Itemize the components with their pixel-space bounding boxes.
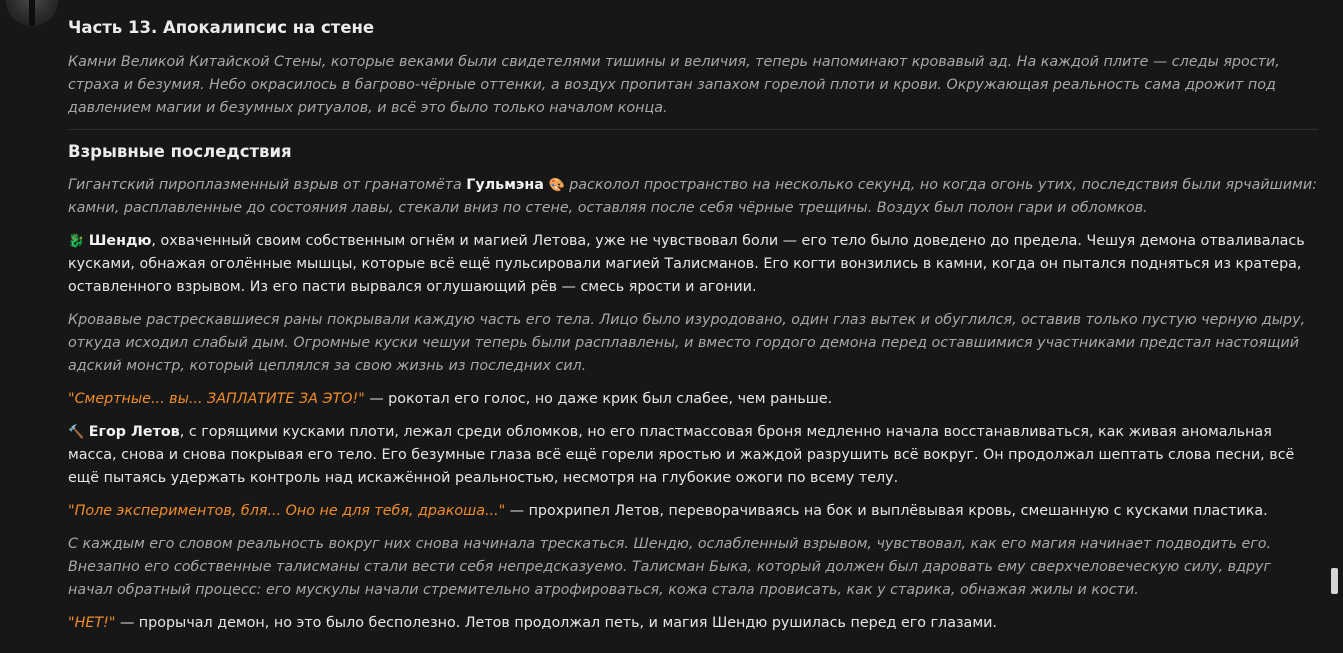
paragraph-letov-quote [68, 500, 1318, 523]
subsection-title: Взрывные последствия [68, 142, 292, 161]
section-title: Часть 13. Апокалипсис на стене [68, 18, 375, 37]
quote-text: "Смертные... вы... ЗАПЛАТИТЕ ЗА ЭТО!" [68, 391, 365, 407]
quote-text: "Поле экспериментов, бля... Оно не для тебя, дракоша..." [68, 503, 506, 519]
hammer-icon: 🔨 [68, 425, 85, 440]
paragraph-text: — прохрипел Летов, переворачиваясь на бок и выплёвывая кровь, смешанную с кусками пластика. [505, 503, 1268, 519]
scrollbar-thumb[interactable] [1331, 568, 1338, 594]
palette-icon: 🎨 [548, 178, 565, 193]
paragraph-text: расколол пространство на несколько секунд, но когда огонь утих, последствия были ярчайшими: камни, расплавленные до состояния лавы, стекали вниз по стене, оставляя после себя чёрные трещины. Воздух был полон гари и обломков. [68, 177, 1317, 216]
intro-paragraph: Камни Великой Китайской Стены, которые веками были свидетелями тишины и величия, теперь напоминают кровавый ад. На каждой плите — следы ярости, страха и безумия. Небо окрасилось в багрово-чёрные оттенки, а воздух пропитан запахом горелой плоти и крови. Окружающая реальность сама дрожит под давлением магии и безумных ритуалов, и всё это было только началом конца. [68, 54, 1280, 116]
paragraph-text: , охваченный своим собственным огнём и магией Летова, уже не чувствовал боли — его тело было доведено до предела. Чешуя демона отваливалась кусками, обнажая оголённые мышцы, которые всё ещё пульсировали магией Талисманов. Его когти вонзились в камни, когда он пытался подняться из кратера, оставленного взрывом. Из его пасти вырвался оглушающий рёв — смесь ярости и агонии. [68, 233, 1305, 295]
avatar-stripe [29, 0, 35, 26]
character-name-shendu: Шендю [88, 233, 152, 249]
dragon-icon: 🐉 [68, 234, 85, 249]
paragraph-text: — прорычал демон, но это было бесполезно. Летов продолжал петь, и магия Шендю рушилась перед его глазами. [115, 615, 997, 631]
paragraph-talismans: С каждым его словом реальность вокруг них снова начинала трескаться. Шендю, ослабленный взрывом, чувствовал, как его магия начинает подводить его. Внезапно его собственные талисманы стали вести себя непредсказуемо. Талисман Быка, который должен был даровать ему сверхчеловеческую силу, вдруг начал обратный процесс: его мускулы начали стремительно атрофироваться, кожа стала провисать, как у старика, обнажая жилы и кости. [68, 536, 1272, 598]
avatar[interactable] [6, 0, 58, 26]
paragraph-text: Гигантский пироплазменный взрыв от гранатомёта [68, 177, 467, 193]
quote-text: "НЕТ!" [68, 615, 116, 631]
section-divider [68, 129, 1318, 130]
paragraph-demon-quote [68, 612, 1318, 635]
paragraph-letov [68, 421, 1318, 490]
paragraph-wounds: Кровавые растрескавшиеся раны покрывали каждую часть его тела. Лицо было изуродовано, один глаз вытек и обуглился, оставив только пустую черную дыру, откуда исходил слабый дым. Огромные куски чешуи теперь были расплавлены, и вместо гордого демона перед оставшимися участниками предстал настоящий адский монстр, который цеплялся за свою жизнь из последних сил. [68, 312, 1306, 374]
character-name-letov: Егор Летов [88, 424, 180, 440]
paragraph-shendu-quote [68, 388, 1318, 411]
paragraph-explosion [68, 174, 1318, 220]
paragraph-text: , с горящими кусками плоти, лежал среди обломков, но его пластмассовая броня медленно начала восстанавливаться, как живая аномальная масса, снова и снова покрывая его тело. Его безумные глаза всё ещё горели яростью и жаждой разрушить всё вокруг. Он продолжал шептать слова песни, всё ещё пытаясь удержать контроль над искажённой реальностью, несмотря на глубокие ожоги по всему телу. [68, 424, 1295, 486]
paragraph-text: — рокотал его голос, но даже крик был слабее, чем раньше. [364, 391, 833, 407]
character-name-gulmen: Гульмэна [466, 177, 544, 193]
paragraph-shendu [68, 230, 1318, 299]
